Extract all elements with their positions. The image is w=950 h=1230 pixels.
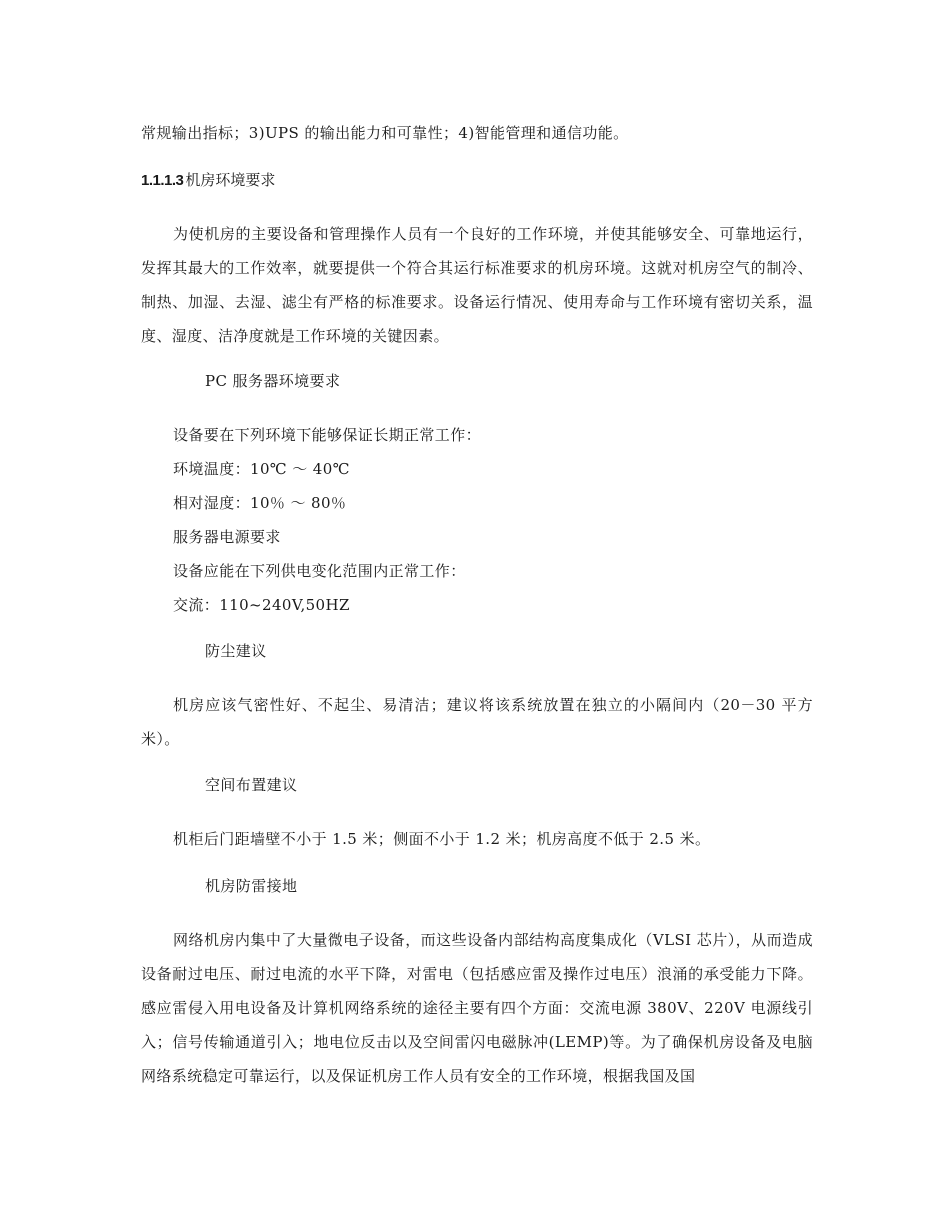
lightning-heading: 机房防雷接地 [205, 877, 298, 895]
pc-server-line: 相对湿度：10％ ～ 80％ [173, 494, 347, 512]
pc-server-line: 服务器电源要求 [173, 528, 281, 546]
pc-server-line: 设备应能在下列供电变化范围内正常工作： [173, 562, 466, 580]
section-title: 机房环境要求 [185, 171, 276, 189]
pc-server-line: 交流：110~240V,50HZ [173, 596, 350, 614]
pc-server-heading: PC 服务器环境要求 [205, 372, 341, 390]
top-continuation-line: 常规输出指标；3)UPS 的输出能力和可靠性；4)智能管理和通信功能。 [141, 124, 629, 142]
lightning-paragraph: 网络机房内集中了大量微电子设备，而这些设备内部结构高度集成化（VLSI 芯片），从而造成设备耐过电压、耐过电流的水平下降，对雷电（包括感应雷及操作过电压）浪涌的承受能力下降。感应雷侵入用电设备及计算机网络系统的途径主要有四个方面：交流电源 380V、220V 电源线引入；信号传输通道引入；地电位反击以及空间雷闪电磁脉冲(LEMP)等。为了确保机房设备及电脑网络系统稳定可靠运行，以及保证机房工作人员有安全的工作环境，根据我国及国 [141, 931, 813, 1085]
pc-server-line: 环境温度：10℃ ～ 40℃ [173, 460, 350, 478]
space-heading: 空间布置建议 [205, 776, 298, 794]
dust-heading: 防尘建议 [205, 642, 267, 660]
section-heading [141, 170, 275, 191]
dust-paragraph: 机房应该气密性好、不起尘、易清洁；建议将该系统放置在独立的小隔间内（20－30 平方米）。 [141, 696, 813, 748]
section-number: 1.1.1.3 [141, 172, 184, 189]
intro-paragraph: 为使机房的主要设备和管理操作人员有一个良好的工作环境，并使其能够安全、可靠地运行，发挥其最大的工作效率，就要提供一个符合其运行标准要求的机房环境。这就对机房空气的制冷、制热、加湿、去湿、滤尘有严格的标准要求。设备运行情况、使用寿命与工作环境有密切关系，温度、湿度、洁净度就是工作环境的关键因素。 [141, 225, 813, 345]
space-paragraph: 机柜后门距墙壁不小于 1.5 米；侧面不小于 1.2 米；机房高度不低于 2.5 米。 [173, 830, 711, 848]
pc-server-line: 设备要在下列环境下能够保证长期正常工作： [173, 426, 482, 444]
